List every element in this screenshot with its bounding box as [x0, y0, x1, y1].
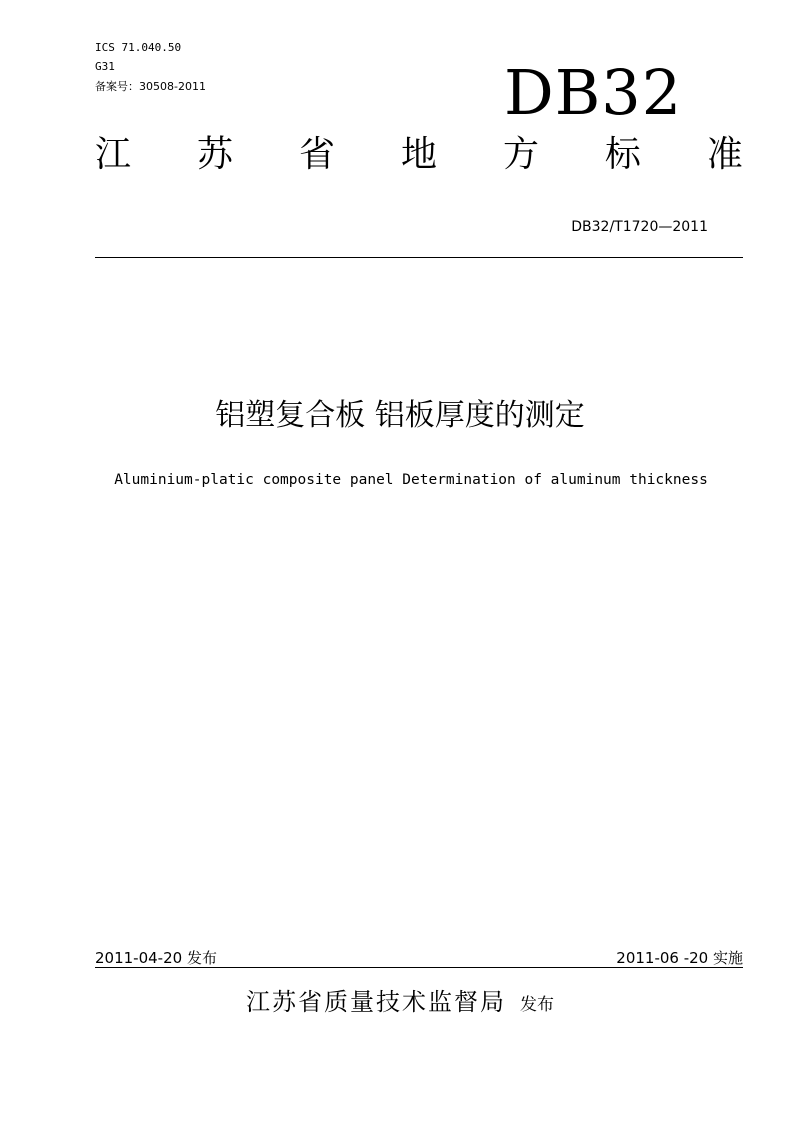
- standard-number: DB32/T1720—2011: [571, 219, 708, 235]
- implementation-date: 2011-06 -20 实施: [616, 949, 743, 967]
- document-title: 铝塑复合板 铝板厚度的测定: [215, 398, 585, 433]
- title-char: 标: [604, 134, 641, 175]
- title-char: 准: [706, 134, 743, 175]
- title-char: 省: [298, 134, 335, 175]
- standard-logo: DB32: [504, 56, 683, 129]
- title-char: 江: [95, 134, 132, 175]
- document-title-english: Aluminium-platic composite panel Determination of aluminum thickness: [114, 472, 708, 488]
- publisher-action: 发布: [520, 995, 554, 1015]
- header-divider: [95, 257, 743, 258]
- title-char: 地: [400, 134, 437, 175]
- record-number: 备案号：30508-2011: [95, 80, 206, 93]
- classification-code: G31: [95, 60, 115, 73]
- publisher: [0, 985, 800, 1022]
- ics-code: ICS 71.040.50: [95, 41, 182, 54]
- title-char: 苏: [196, 134, 233, 175]
- standard-type-title: [95, 133, 743, 177]
- footer-divider: [95, 967, 743, 968]
- publisher-name: 江苏省质量技术监督局: [246, 988, 506, 1016]
- title-char: 方: [502, 134, 539, 175]
- issue-date: 2011-04-20 发布: [95, 949, 217, 967]
